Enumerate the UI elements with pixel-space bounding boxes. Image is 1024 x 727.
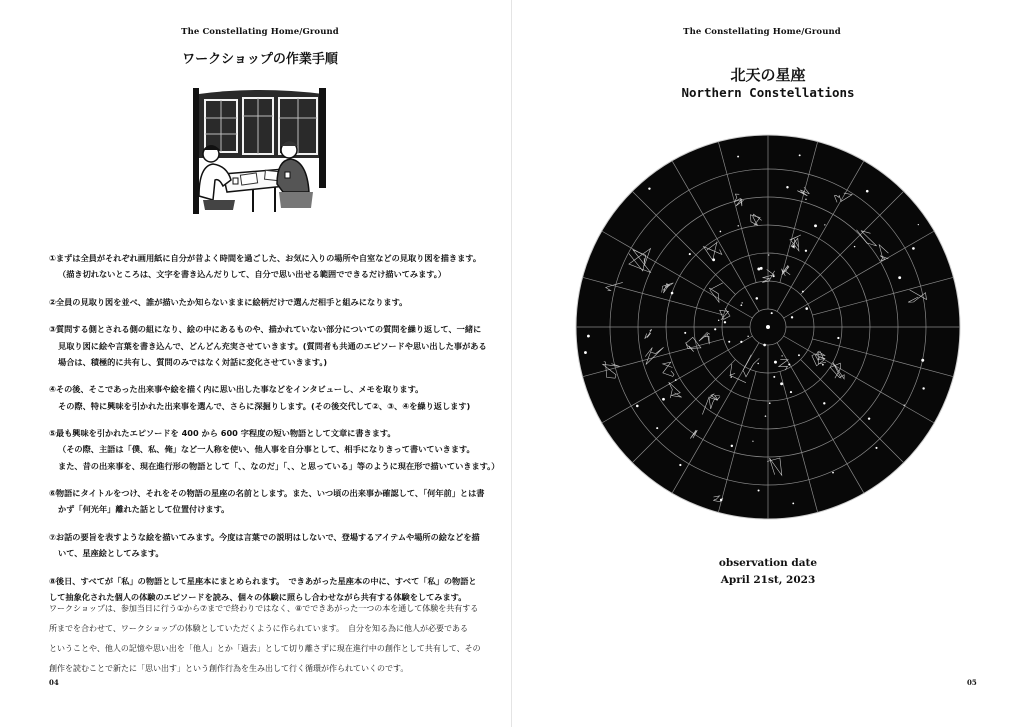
workshop-illustration bbox=[193, 88, 326, 214]
constellation-title-en: Northern Constellations bbox=[681, 85, 855, 100]
closing-line: ということや、他人の記憶や思い出を「他人」とか「過去」として切り離さずに現在進行中の創作として共有して、その bbox=[49, 644, 481, 653]
page-number: 04 bbox=[49, 678, 59, 687]
star bbox=[662, 398, 665, 401]
step-7 bbox=[49, 529, 479, 561]
star bbox=[798, 354, 800, 356]
star bbox=[805, 250, 807, 252]
star bbox=[757, 363, 758, 364]
star bbox=[788, 363, 790, 365]
closing-line: ワークショップは、参加当日に行う①から⑦までで終わりではなく、⑧でできあがった一つの本を通して体験を共有する bbox=[49, 604, 479, 613]
star bbox=[728, 341, 730, 343]
step-text: （描き切れないところは、文字を書き込んだりして、自分で思い出せる範囲でできるだけ描いてみます。） bbox=[58, 269, 447, 280]
step-text: ③質問する側とされる側の組になり、絵の中にあるものや、描かれていない部分についての質問を繰り返して、一緒に bbox=[49, 324, 482, 335]
step-text: ⑥物語にタイトルをつけ、それをその物語の星座の名前とします。また、いつ頃の出来事か確認して、「何年前」とは書 bbox=[49, 488, 485, 499]
step-5 bbox=[49, 425, 500, 474]
observation-date: April 21st, 2023 bbox=[720, 574, 816, 586]
star bbox=[731, 445, 733, 447]
star bbox=[790, 391, 792, 393]
step-text: ②全員の見取り図を並べ、誰が描いたか知らないままに絵柄だけで選んだ相手と組みになります。 bbox=[49, 296, 408, 307]
step-text: また、昔の出来事を、現在進行形の物語として「、、なのだ」「、、と思っている」等のように現在形で描いていきます。） bbox=[58, 460, 500, 471]
star bbox=[740, 341, 742, 343]
star bbox=[922, 387, 924, 389]
star bbox=[832, 472, 834, 474]
star bbox=[720, 499, 723, 502]
star bbox=[656, 427, 658, 429]
star-chart bbox=[574, 133, 962, 521]
star bbox=[636, 405, 639, 408]
closing-line: 所までを合わせて、ワークショップの体験としていただくように作られています。 自分を知る為に他人が必要である bbox=[49, 624, 469, 633]
star bbox=[771, 312, 773, 314]
star bbox=[769, 402, 771, 404]
star bbox=[837, 337, 839, 339]
closing-line: 創作を読むことで新たに「思い出す」という創作行為を生み出して行く循環が作られていくのです。 bbox=[49, 664, 409, 673]
step-3 bbox=[49, 321, 487, 370]
star bbox=[738, 225, 739, 226]
star bbox=[780, 382, 783, 385]
step-text: ①まずは全員がそれぞれ画用紙に自分が昔よく時間を過ごした、お気に入りの場所や自室などの見取り図を描きます。 bbox=[49, 253, 482, 263]
step-text: その際、特に興味を引かれた出来事を選んで、さらに深掘りします。(その後交代して②、③、④を繰り返します) bbox=[58, 400, 471, 411]
star bbox=[921, 359, 924, 362]
star bbox=[773, 275, 775, 277]
star bbox=[805, 199, 806, 200]
star bbox=[814, 224, 817, 227]
star bbox=[712, 258, 715, 261]
step-text: 見取り図に絵や言葉を書き込んで、どんどん充実させていきます。(質問者も共通のエピソードや思い出した事がある bbox=[58, 340, 487, 351]
step-6 bbox=[49, 485, 485, 517]
page-number: 05 bbox=[967, 678, 977, 687]
star bbox=[740, 304, 742, 306]
star bbox=[752, 441, 753, 442]
step-text: ⑤最も興味を引かれたエピソードを 400 から 600 字程度の短い物語として文章に書きます。 bbox=[49, 428, 396, 439]
step-text: いて、星座絵としてみます。 bbox=[58, 548, 164, 559]
star bbox=[802, 291, 804, 293]
star bbox=[875, 447, 877, 449]
right-page bbox=[512, 0, 1024, 727]
star bbox=[679, 464, 681, 466]
star bbox=[773, 376, 775, 378]
star bbox=[689, 253, 691, 255]
closing-paragraph bbox=[49, 599, 479, 679]
star bbox=[799, 154, 801, 156]
star bbox=[774, 361, 777, 364]
step-2 bbox=[49, 294, 479, 310]
star bbox=[781, 355, 782, 356]
workshop-title: ワークショップの作業手順 bbox=[182, 52, 338, 67]
star bbox=[791, 316, 793, 318]
star bbox=[718, 320, 719, 321]
workshop-steps bbox=[49, 250, 500, 617]
star bbox=[822, 364, 824, 366]
step-text: 場合は、積極的に共有し、質問のみではなく対話に変化させていきます。) bbox=[58, 356, 328, 367]
constellation-title-jp: 北天の星座 bbox=[730, 66, 806, 84]
star bbox=[792, 502, 794, 504]
star bbox=[587, 335, 590, 338]
step-text: かず「何光年」離れた話として位置付けます。 bbox=[58, 504, 230, 515]
step-text: ⑦お話の要旨を表すような絵を描いてみます。今度は言葉での説明はしないで、登場するアイテムや場所の絵などを描 bbox=[49, 531, 480, 542]
star bbox=[918, 224, 919, 225]
step-text: ④その後、そこであった出来事や絵を描く内に思い出した事などをインタビューし、メモを取ります。 bbox=[49, 384, 424, 395]
step-1 bbox=[49, 250, 482, 282]
star bbox=[898, 276, 901, 279]
star bbox=[714, 328, 716, 330]
star bbox=[866, 190, 869, 193]
running-head: The Constellating Home/Ground bbox=[181, 27, 339, 37]
step-4 bbox=[49, 381, 479, 413]
star bbox=[912, 247, 915, 250]
star bbox=[792, 245, 794, 247]
pole-star bbox=[766, 325, 770, 329]
star bbox=[805, 307, 808, 310]
step-text: して抽象化された個人の体験のエピソードを読み、個々の体験に照らし合わせながら共有する体験をしてみます。 bbox=[49, 591, 467, 602]
star bbox=[730, 376, 731, 377]
star bbox=[854, 246, 855, 247]
star bbox=[758, 489, 760, 491]
star bbox=[584, 351, 587, 354]
star bbox=[737, 156, 739, 158]
star bbox=[747, 336, 748, 337]
star bbox=[742, 302, 743, 303]
star bbox=[757, 268, 760, 271]
star bbox=[824, 224, 825, 225]
star bbox=[763, 344, 766, 347]
star bbox=[786, 186, 788, 188]
star bbox=[765, 415, 767, 417]
running-head: The Constellating Home/Ground bbox=[683, 27, 841, 37]
observation-label: observation date bbox=[718, 557, 818, 569]
step-text: （その際、主語は「僕、私、俺」など一人称を使い、他人事を自分事として、相手になりきって書いていきます。 bbox=[58, 444, 475, 455]
star bbox=[724, 321, 726, 323]
star bbox=[648, 187, 650, 189]
star bbox=[720, 231, 722, 233]
star bbox=[903, 405, 904, 406]
star bbox=[868, 417, 870, 419]
step-text: ⑧後日、すべてが「私」の物語として星座本にまとめられます。 できあがった星座本の中に、すべて「私」の物語と bbox=[49, 575, 477, 586]
star bbox=[756, 297, 759, 300]
star bbox=[684, 332, 686, 334]
star bbox=[823, 402, 825, 404]
star bbox=[768, 254, 769, 255]
star bbox=[671, 292, 674, 295]
star bbox=[675, 379, 677, 381]
